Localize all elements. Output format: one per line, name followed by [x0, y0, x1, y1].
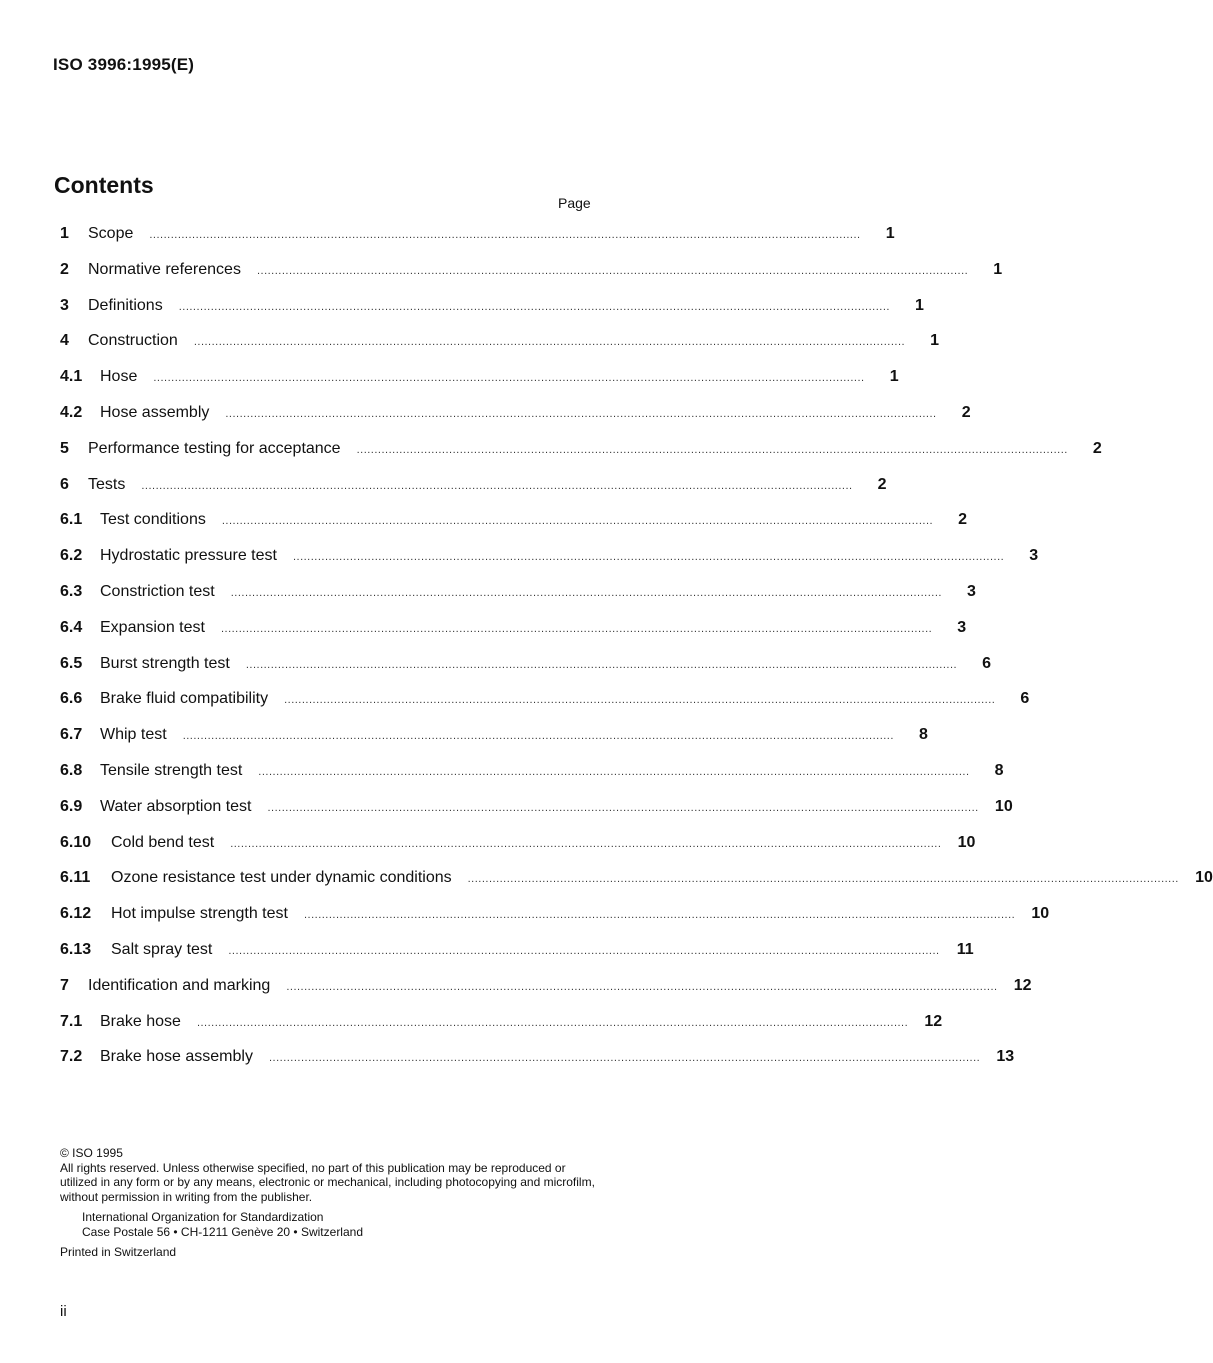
- toc-entry-number: 6.13: [60, 940, 92, 958]
- toc-leader-dots: ........................................................................................................................................................................................................: [141, 479, 853, 492]
- toc-entry-label: Cold bend test: [111, 833, 215, 851]
- toc-leader-dots: ........................................................................................................................................................................................................: [196, 1016, 909, 1029]
- toc-entry: [60, 332, 940, 368]
- toc-leader-dots: ........................................................................................................................................................................................................: [149, 229, 861, 241]
- toc-entry-page: 3: [1029, 547, 1039, 565]
- toc-entry: [60, 260, 1003, 297]
- toc-leader-dots: ........................................................................................................................................................................................................: [182, 730, 894, 743]
- toc-entry-number: 6: [60, 475, 69, 493]
- toc-entry: [60, 690, 1030, 726]
- toc-entry-page: 10: [1031, 905, 1050, 923]
- toc-leader-dots: ........................................................................................................................................................................................................: [256, 264, 969, 277]
- toc-entry-page: 2: [961, 403, 971, 421]
- toc-entry-label: Identification and marking: [88, 976, 271, 994]
- toc-entry: [60, 797, 1013, 834]
- toc-leader-dots: ........................................................................................................................................................................................................: [220, 622, 933, 635]
- toc-entry-page: 6: [982, 654, 992, 672]
- toc-entry-label: Construction: [88, 332, 178, 350]
- toc-entry: [60, 439, 1102, 476]
- toc-leader-dots: ........................................................................................................................................................................................................: [230, 586, 942, 599]
- toc-entry-label: Ozone resistance test under dynamic conditions: [111, 869, 452, 887]
- toc-entry-label: Hydrostatic pressure test: [100, 547, 277, 565]
- toc-entry-number: 7.2: [60, 1048, 83, 1066]
- toc-entry-page: 3: [957, 618, 967, 636]
- page-title: Contents: [54, 172, 154, 198]
- toc-entry-number: 6.8: [60, 761, 83, 779]
- toc-entry-label: Constriction test: [100, 582, 215, 600]
- toc-entry: [60, 1012, 943, 1049]
- toc-entry-number: 6.3: [60, 582, 83, 600]
- toc-entry: [60, 368, 899, 404]
- toc-leader-dots: ........................................................................................................................................................................................................: [467, 873, 1179, 886]
- toc-entry-label: Hose assembly: [100, 403, 210, 421]
- toc-entry: [60, 475, 887, 512]
- toc-entry-number: 6.1: [60, 511, 83, 529]
- printed-in: Printed in Switzerland: [60, 1245, 177, 1259]
- toc-entry-number: 6.9: [60, 797, 83, 815]
- rights-statement: All rights reserved. Unless otherwise specified, no part of this publication may be reproduced or utilized in any form or by any means, electronic or mechanical, including photocopying and microfilm, without permission in writing from the publisher.: [60, 1160, 595, 1204]
- toc-leader-dots: ........................................................................................................................................................................................................: [230, 837, 942, 850]
- toc-entry-number: 6.11: [60, 869, 91, 887]
- toc-leader-dots: ........................................................................................................................................................................................................: [267, 801, 979, 814]
- toc-entry: [60, 403, 971, 440]
- toc-entry-page: 12: [1013, 976, 1032, 994]
- toc-leader-dots: ........................................................................................................................................................................................................: [286, 980, 998, 993]
- toc-entry: [60, 618, 967, 655]
- toc-leader-dots: ........................................................................................................................................................................................................: [258, 765, 970, 778]
- page-column-label: Page: [558, 195, 591, 211]
- toc-entry-label: Brake hose: [100, 1012, 181, 1030]
- toc-entry-label: Brake hose assembly: [100, 1048, 253, 1066]
- toc-entry-number: 6.10: [60, 833, 92, 851]
- organization-address: Case Postale 56 • CH-1211 Genève 20 • Switzerland: [82, 1224, 363, 1239]
- toc-leader-dots: ........................................................................................................................................................................................................: [228, 944, 940, 957]
- toc-entry-label: Brake fluid compatibility: [100, 690, 269, 708]
- copyright-line: © ISO 1995: [60, 1146, 123, 1160]
- toc-entry-page: 3: [967, 582, 976, 600]
- toc-entry-label: Hose: [100, 368, 138, 386]
- toc-entry-number: 5: [60, 439, 69, 457]
- toc-entry-label: Hot impulse strength test: [111, 905, 288, 923]
- toc-entry: [60, 225, 895, 261]
- toc-entry: [60, 833, 976, 870]
- toc-entry-label: Normative references: [88, 260, 241, 278]
- toc-entry-number: 6.5: [60, 654, 83, 672]
- toc-entry-number: 2: [60, 260, 69, 278]
- toc-leader-dots: ........................................................................................................................................................................................................: [221, 515, 934, 528]
- toc-entry-label: Scope: [88, 225, 134, 242]
- toc-entry: [60, 940, 974, 977]
- publisher-block: [82, 1210, 605, 1239]
- toc-entry-label: Water absorption test: [100, 797, 252, 815]
- toc-entry: [60, 869, 1213, 905]
- toc-entry-number: 4.2: [60, 403, 83, 421]
- toc-leader-dots: ........................................................................................................................................................................................................: [303, 909, 1016, 922]
- toc-entry-number: 6.12: [60, 905, 92, 923]
- toc-entry: [60, 976, 1032, 1013]
- toc-entry-label: Tensile strength test: [100, 761, 243, 779]
- toc-leader-dots: ........................................................................................................................................................................................................: [153, 372, 865, 385]
- toc-entry: [60, 511, 968, 547]
- toc-entry-label: Tests: [88, 475, 126, 493]
- toc-entry-number: 6.2: [60, 547, 83, 565]
- toc-entry-page: 13: [996, 1048, 1015, 1066]
- toc-entry-label: Burst strength test: [100, 654, 230, 672]
- toc-entry-label: Salt spray test: [111, 940, 213, 958]
- toc-entry: [60, 296, 924, 333]
- toc-entry-label: Performance testing for acceptance: [88, 439, 341, 457]
- toc-entry-number: 4.1: [60, 368, 83, 386]
- toc-leader-dots: ........................................................................................................................................................................................................: [356, 443, 1068, 456]
- toc-entry-number: 7: [60, 976, 69, 994]
- table-of-contents: [60, 225, 1213, 1084]
- toc-entry-number: 6.6: [60, 690, 83, 708]
- copyright-notice: [60, 1146, 605, 1260]
- toc-entry-number: 3: [60, 296, 69, 314]
- toc-entry-label: Test conditions: [100, 511, 206, 529]
- toc-entry: [60, 654, 992, 691]
- toc-entry-page: 1: [930, 332, 940, 350]
- toc-entry-page: 1: [885, 225, 895, 242]
- toc-leader-dots: ........................................................................................................................................................................................................: [284, 694, 996, 707]
- document-id: ISO 3996:1995(E): [53, 55, 195, 74]
- toc-entry-label: Expansion test: [100, 618, 205, 636]
- toc-entry: [60, 547, 1039, 583]
- toc-entry-page: 1: [915, 296, 924, 314]
- toc-entry-number: 1: [60, 225, 69, 242]
- toc-entry-page: 11: [956, 940, 974, 958]
- page-number: ii: [60, 1303, 67, 1320]
- toc-leader-dots: ........................................................................................................................................................................................................: [292, 551, 1005, 564]
- toc-entry-number: 4: [60, 332, 69, 350]
- toc-entry: [60, 726, 928, 762]
- toc-entry-page: 12: [924, 1012, 943, 1030]
- toc-entry-page: 6: [1020, 690, 1030, 708]
- toc-leader-dots: ........................................................................................................................................................................................................: [193, 336, 906, 349]
- toc-entry-page: 1: [889, 368, 899, 386]
- toc-entry-number: 7.1: [60, 1012, 83, 1030]
- toc-entry-number: 6.7: [60, 726, 83, 744]
- toc-entry-label: Definitions: [88, 296, 163, 314]
- toc-entry-page: 10: [1195, 869, 1213, 887]
- toc-entry-page: 10: [957, 833, 976, 851]
- toc-entry-page: 2: [877, 475, 887, 493]
- organization-name: International Organization for Standardization: [82, 1210, 324, 1224]
- toc-entry: [60, 761, 1004, 798]
- toc-entry-number: 6.4: [60, 618, 83, 636]
- toc-entry: [60, 582, 976, 619]
- toc-entry: [60, 905, 1050, 941]
- toc-leader-dots: ........................................................................................................................................................................................................: [268, 1052, 981, 1065]
- toc-leader-dots: ........................................................................................................................................................................................................: [245, 658, 958, 671]
- toc-leader-dots: ........................................................................................................................................................................................................: [178, 300, 890, 313]
- toc-entry-page: 1: [993, 260, 1003, 278]
- toc-leader-dots: ........................................................................................................................................................................................................: [225, 407, 937, 420]
- toc-entry-page: 10: [994, 797, 1013, 815]
- toc-entry-page: 8: [919, 726, 928, 744]
- toc-entry: [60, 1048, 1015, 1084]
- toc-entry-page: 2: [958, 511, 968, 529]
- toc-entry-page: 8: [994, 761, 1004, 779]
- toc-entry-label: Whip test: [100, 726, 167, 744]
- toc-entry-page: 2: [1092, 439, 1102, 457]
